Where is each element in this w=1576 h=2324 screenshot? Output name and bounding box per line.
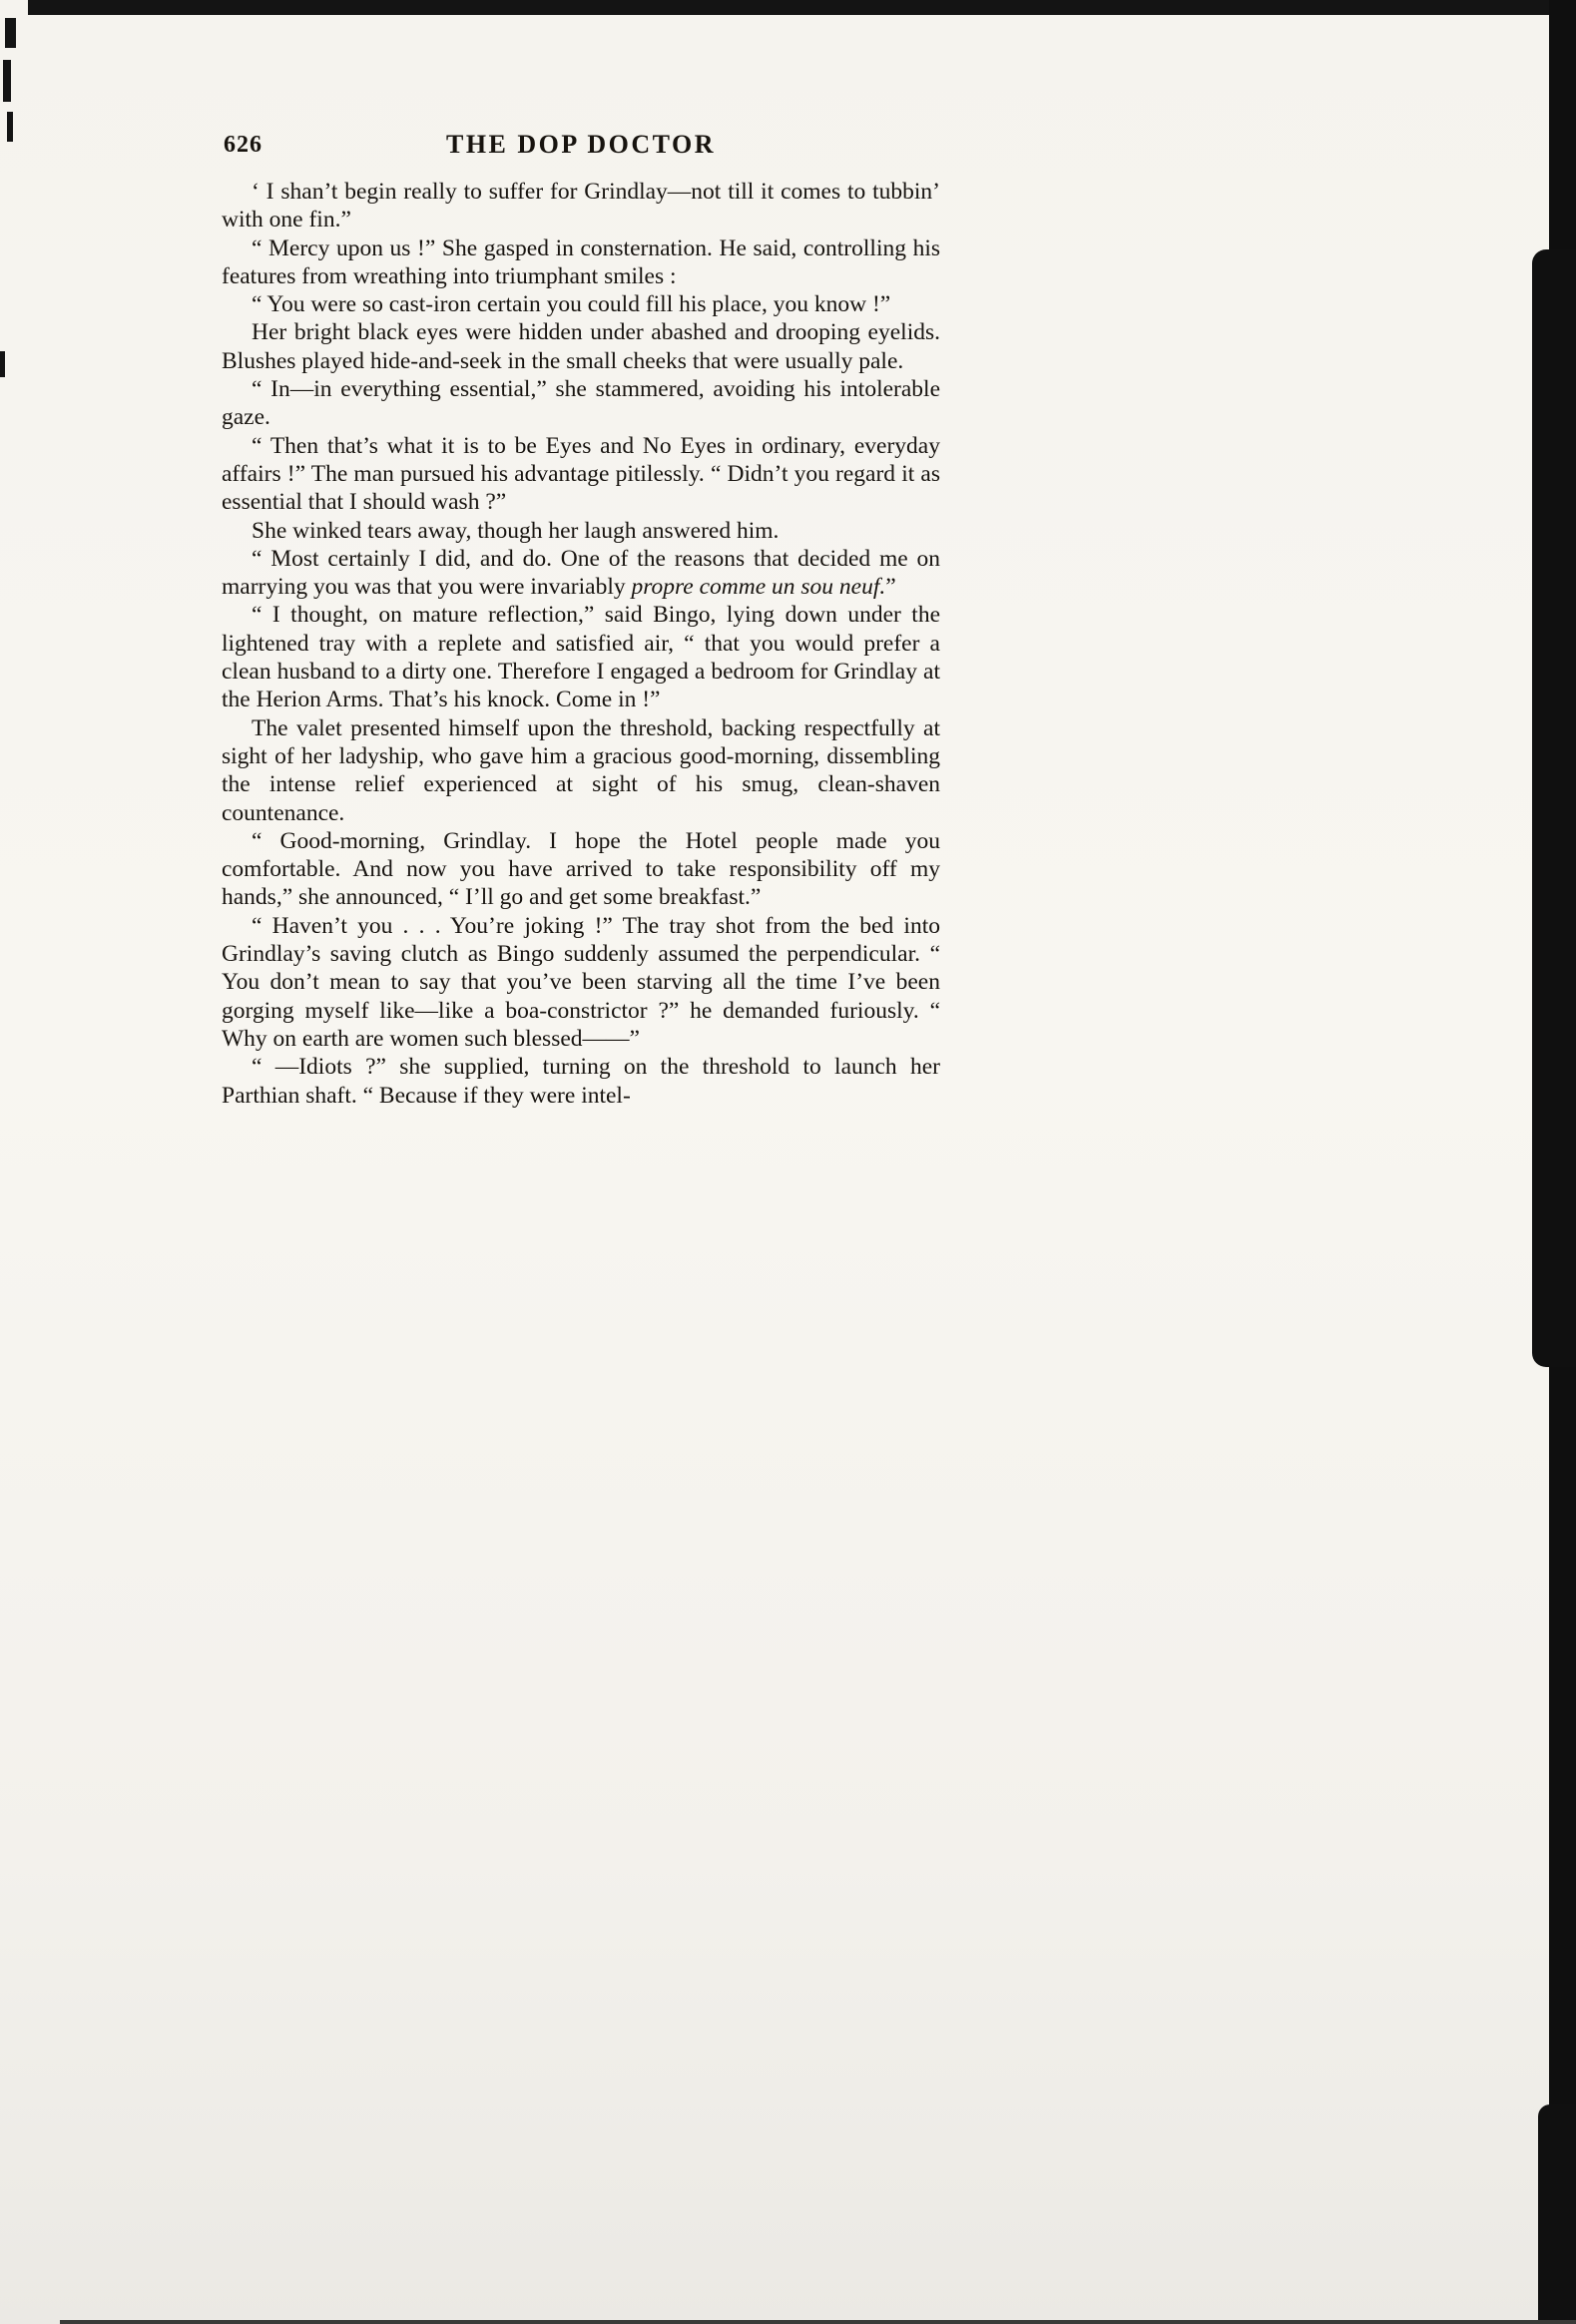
paragraph: “ —Idiots ?” she supplied, turning on the threshold to launch her Parthian shaft. “ Because if they were intel- [222,1054,940,1109]
scan-artifact-right-bar-bottom [1538,2104,1576,2324]
paragraph [222,545,940,602]
paragraph: “ Good-morning, Grindlay. I hope the Hotel people made you comfortable. And now you have arrived to take responsibility off my hands,” she announced, “ I’ll go and get some breakfast.” [222,827,940,911]
scan-artifact-right-bar-wide [1532,249,1576,1367]
paragraph-text: ” [885,574,896,601]
scan-artifact-bottom-line [60,2320,1576,2324]
body-text [222,178,940,1110]
paragraph: “ Haven’t you . . . You’re joking !” The tray shot from the bed into Grindlay’s saving clutch as Bingo suddenly assumed the perpendicular. “ You don’t mean to say that you’ve been starving all the time I’ve been gorging myself like—like a boa-constrictor ?” he demanded furiously. “ Why on earth are women such blessed——” [222,912,940,1052]
paragraph-text: “ Most certainly I did, and do. One of the reasons that decided me on marrying you was that you were invariably [222,545,940,601]
page-content [222,130,940,1110]
paragraph: The valet presented himself upon the threshold, backing respectfully at sight of her ladyship, who gave him a gracious good-morning, dissembling the intense relief experienced at sight of his smug, clean-shaven countenance. [222,714,940,826]
paragraph: “ In—in everything essential,” she stammered, avoiding his intolerable gaze. [222,376,940,431]
italic-phrase: propre comme un sou neuf. [631,574,886,601]
scan-artifact-top-bar [28,0,1576,15]
paragraph: “ You were so cast-iron certain you could fill his place, you know !” [252,291,891,318]
paragraph: ‘ I shan’t begin really to suffer for Grindlay—not till it comes to tubbin’ with one fin.” [222,179,940,233]
paragraph: She winked tears away, though her laugh answered him. [252,517,780,544]
scan-artifact-edge-mark [3,60,11,102]
scan-artifact-edge-mark [0,351,5,377]
scan-artifact-edge-mark [7,112,13,142]
paragraph: “ Mercy upon us !” She gasped in consternation. He said, controlling his features from wreathing into triumphant smiles : [222,234,940,289]
scan-artifact-edge-mark [5,18,16,48]
paragraph: “ Then that’s what it is to be Eyes and No Eyes in ordinary, everyday affairs !” The man pursued his advantage pitilessly. “ Didn’t you regard it as essential that I should wash ?” [222,432,940,516]
scan-artifact-top-gap [0,0,28,8]
page-header [222,130,940,166]
running-title: THE DOP DOCTOR [445,130,716,159]
paragraph: “ I thought, on mature reflection,” said Bingo, lying down under the lightened tray with a replete and satisfied air, “ that you would prefer a clean husband to a dirty one. Therefore I engaged a bedroom for Grindlay at the Herion Arms. That’s his knock. Come in !” [222,602,940,713]
page-number: 626 [224,132,263,158]
paragraph: Her bright black eyes were hidden under abashed and drooping eyelids. Blushes played hide-and-seek in the small cheeks that were usually pale. [222,319,940,374]
